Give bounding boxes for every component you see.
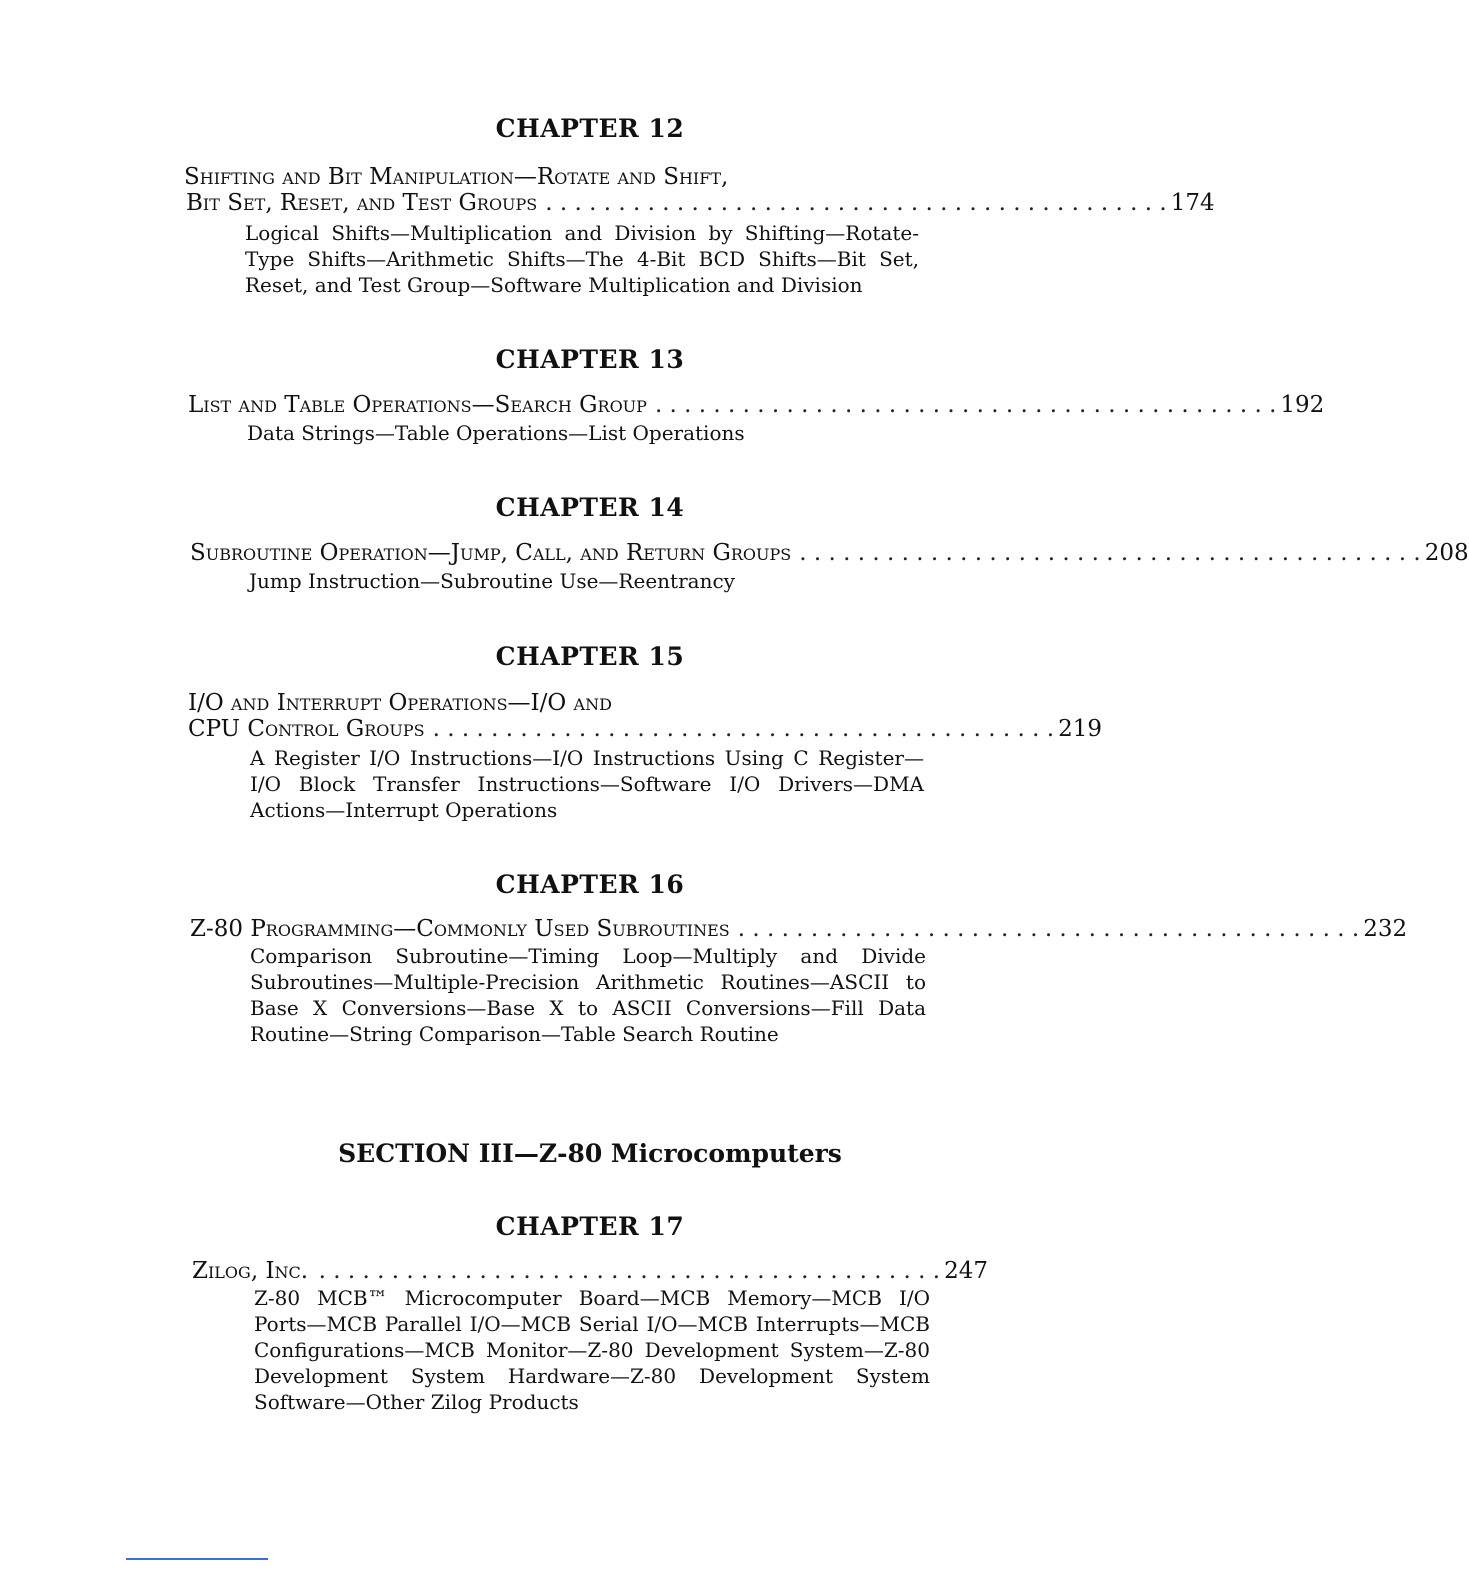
- section-heading: SECTION III—Z-80 Microcomputers: [338, 1139, 842, 1168]
- chapter-16-page-number: 232: [1363, 916, 1408, 942]
- chapter-17-title: Zilog, Inc.: [192, 1258, 309, 1284]
- dot-leaders: . . . . . . . . . . . . . . . . . . . . . . . . . . . . . . . . . . . . . . . . . . .: [737, 916, 1360, 942]
- chapter-12-title-line2: Bit Set, Reset, and Test Groups: [186, 190, 538, 216]
- chapter-16-heading: CHAPTER 16: [495, 870, 685, 899]
- chapter-14-description: Jump Instruction—Subroutine Use—Reentrancy: [249, 569, 735, 593]
- dot-leaders: . . . . . . . . . . . . . . . . . . . . . . . . . . . . . . . . . . . . . . . . . . .: [799, 540, 1421, 566]
- chapter-13-heading: CHAPTER 13: [495, 345, 685, 374]
- chapter-17-description: Z-80 MCB™ Microcomputer Board—MCB Memory—MCB I/O Ports—MCB Parallel I/O—MCB Serial I/O—MCB Interrupts—MCB Configurations—MCB Monitor—Z-80 Development System—Z-80 Development System Hardware—Z-80 Development System Software—Other Zilog Products: [254, 1286, 930, 1414]
- chapter-15-title-line1: I/O and Interrupt Operations—I/O and: [188, 690, 612, 716]
- chapter-13-entry: [188, 392, 1325, 418]
- chapter-16-description: Comparison Subroutine—Timing Loop—Multiply and Divide Subroutines—Multiple-Precision Arithmetic Routines—ASCII to Base X Conversions—Base X to ASCII Conversions—Fill Data Routine—String Comparison—Table Search Routine: [250, 944, 926, 1046]
- chapter-15-description: A Register I/O Instructions—I/O Instructions Using C Register—I/O Block Transfer Instructions—Software I/O Drivers—DMA Actions—Interrupt Operations: [250, 746, 924, 822]
- chapter-13-description: Data Strings—Table Operations—List Operations: [247, 421, 745, 445]
- dot-leaders: . . . . . . . . . . . . . . . . . . . . . . . . . . . . . . . . . . . . . . . . . . .: [545, 190, 1167, 216]
- chapter-14-page-number: 208: [1424, 540, 1469, 566]
- chapter-15-heading: CHAPTER 15: [495, 642, 685, 671]
- dot-leaders: . . . . . . . . . . . . . . . . . . . . . . . . . . . . . . . . . . . . . . . . . . .: [318, 1258, 941, 1284]
- chapter-12-entry: [186, 190, 1215, 216]
- chapter-17-page-number: 247: [944, 1258, 988, 1284]
- chapter-14-title: Subroutine Operation—Jump, Call, and Return Groups: [190, 540, 792, 566]
- chapter-12-heading: CHAPTER 12: [495, 114, 685, 143]
- chapter-16-title: Z-80 Programming—Commonly Used Subroutines: [190, 916, 730, 942]
- chapter-16-entry: [190, 916, 1408, 942]
- chapter-17-heading: CHAPTER 17: [495, 1212, 685, 1241]
- chapter-14-heading: CHAPTER 14: [495, 493, 685, 522]
- footer-rule: [126, 1558, 268, 1560]
- chapter-12-title-line1: Shifting and Bit Manipulation—Rotate and Shift,: [184, 164, 729, 190]
- dot-leaders: . . . . . . . . . . . . . . . . . . . . . . . . . . . . . . . . . . . . . . . . . . .: [654, 392, 1277, 418]
- chapter-12-page-number: 174: [1170, 190, 1215, 216]
- chapter-13-page-number: 192: [1280, 392, 1325, 418]
- chapter-15-title-line2: CPU Control Groups: [188, 716, 425, 742]
- chapter-17-entry: [192, 1258, 988, 1284]
- chapter-13-title: List and Table Operations—Search Group: [188, 392, 647, 418]
- dot-leaders: . . . . . . . . . . . . . . . . . . . . . . . . . . . . . . . . . . . . . . . . . . .: [432, 716, 1055, 742]
- chapter-15-page-number: 219: [1058, 716, 1102, 742]
- chapter-15-entry: [188, 716, 1102, 742]
- chapter-14-entry: [190, 540, 1469, 566]
- chapter-12-description: Logical Shifts—Multiplication and Division by Shifting—Rotate-Type Shifts—Arithmetic Shifts—The 4-Bit BCD Shifts—Bit Set, Reset, and Test Group—Software Multiplication and Division: [245, 221, 919, 297]
